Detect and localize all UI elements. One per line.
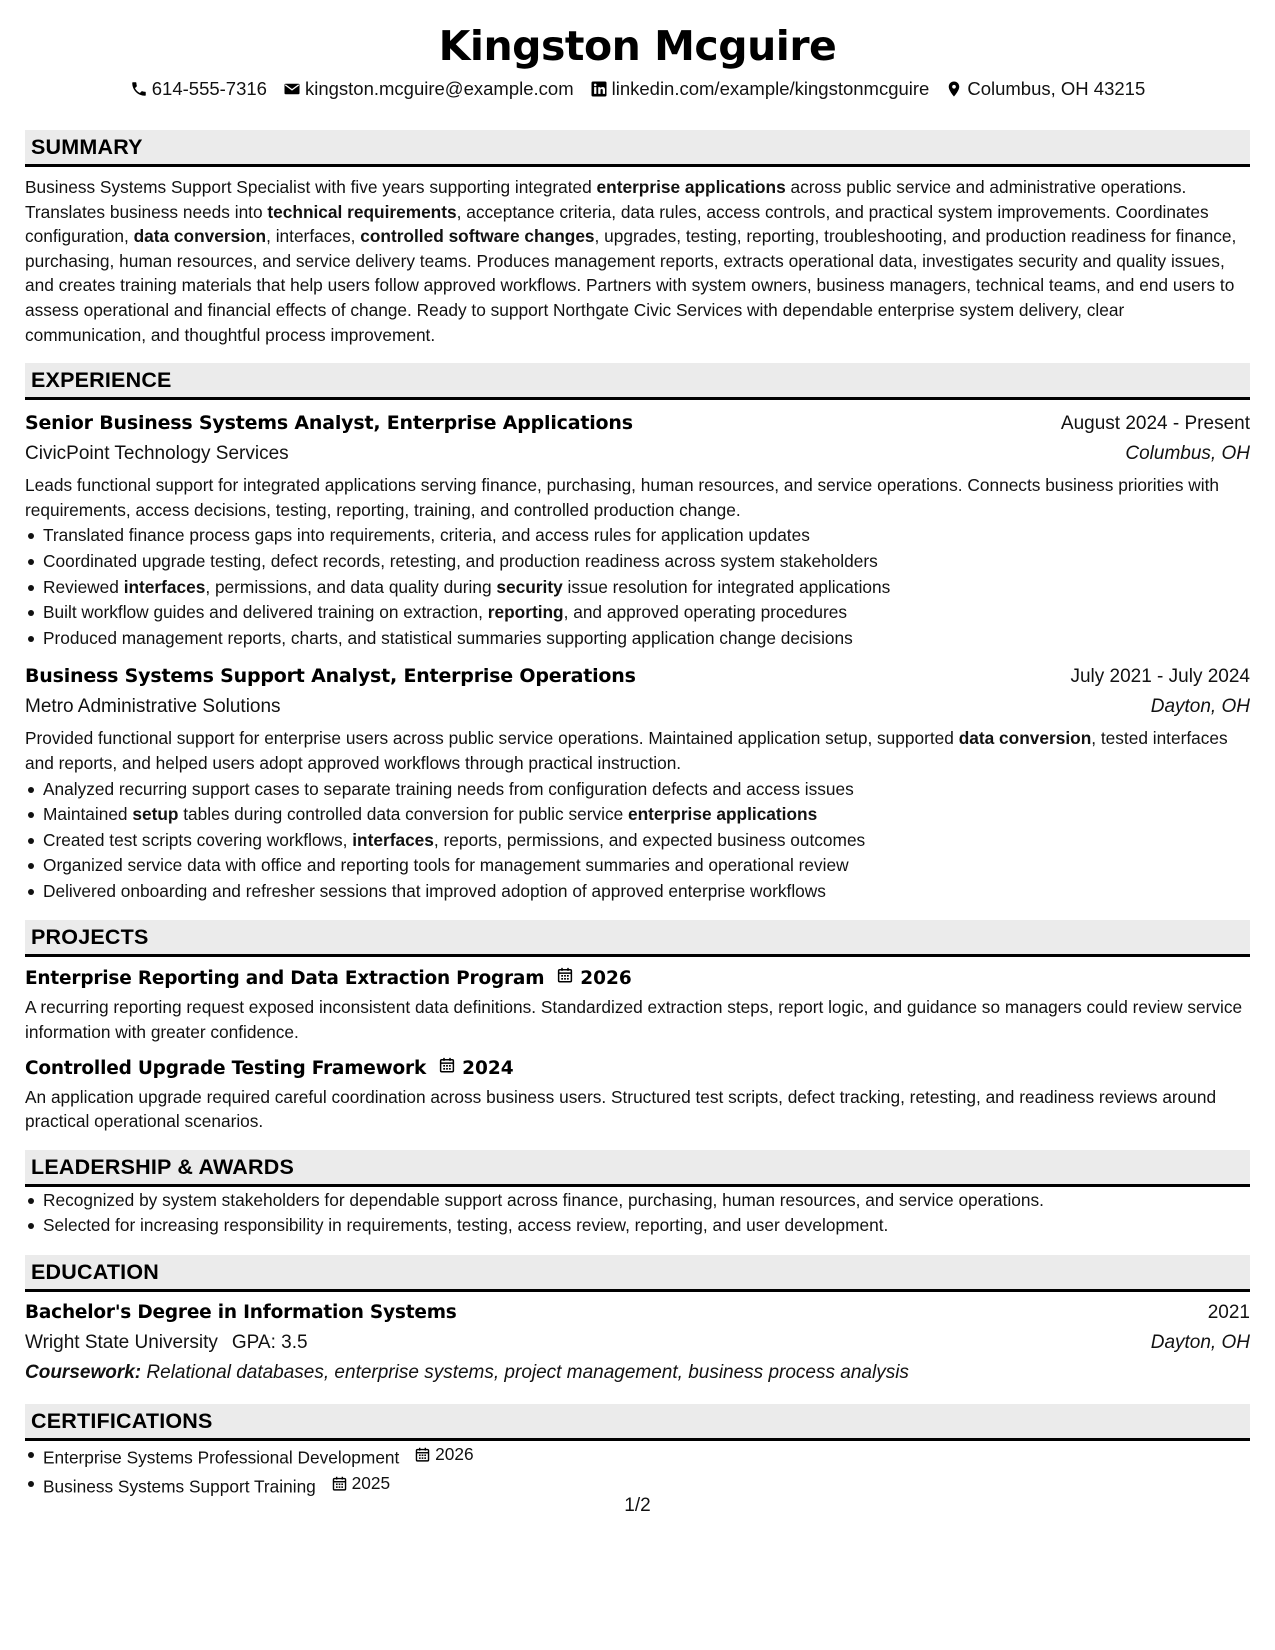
summary-part: , upgrades, testing, reporting, troubleshooting, and production readiness for finance, purchasing, human resources, and service delivery teams. Produces management reports, extracts operational data, investigates security and quality issues, and creates training materials that help users follow approved workflows. Partners with system owners, business managers, technical teams, and end users to assess operational and financial effects of change. Ready to support Northgate Civic Services with dependable enterprise system delivery, clear communication, and thoughtful process improvement. [25, 226, 1237, 345]
linkedin-icon [590, 80, 608, 98]
bullet-part: Maintained [43, 804, 133, 825]
bullet-keyword: interfaces [123, 576, 206, 597]
coursework-label: Coursework: [25, 1362, 142, 1384]
project-header [25, 965, 1250, 993]
job-title: Senior Business Systems Analyst, Enterprise Applications [25, 412, 633, 435]
bullet-part: Built workflow guides and delivered training on extraction, [43, 602, 488, 623]
project-year: 2026 [580, 968, 632, 990]
bullet-part: Reviewed [43, 576, 124, 597]
certification-year: 2026 [435, 1444, 474, 1465]
education-subheader [25, 1328, 1250, 1358]
bullet-keyword: security [496, 576, 563, 597]
list-item: Organized service data with office and reporting tools for management summaries and operational review [43, 853, 1250, 879]
list-item [43, 600, 1250, 626]
resume-page [25, 18, 1250, 1618]
list-item [43, 802, 1250, 828]
bullet-part: issue resolution for integrated applications [562, 576, 891, 597]
bullet-keyword: interfaces [352, 829, 434, 850]
list-item [43, 575, 1250, 601]
list-item [43, 1442, 1250, 1471]
bullet-part: , and approved operating procedures [563, 602, 848, 623]
project-date [556, 965, 632, 993]
school-location: Dayton, OH [1150, 1332, 1250, 1354]
list-item: Produced management reports, charts, and statistical summaries supporting application change decisions [43, 626, 1250, 652]
contact-linkedin[interactable] [590, 76, 930, 102]
project-title: Enterprise Reporting and Data Extraction Program [25, 968, 545, 990]
job-description [25, 726, 1250, 775]
summary-part: across public service and administrative operations. Translates business needs into [25, 177, 1187, 222]
summary-part: , acceptance criteria, data rules, access controls, and practical system improvements. Coordinates configuration, [25, 201, 1209, 247]
job-company: CivicPoint Technology Services [25, 443, 289, 465]
linkedin-link[interactable]: linkedin.com/example/kingstonmcguire [611, 78, 930, 99]
certification-name: Enterprise Systems Professional Development [43, 1447, 400, 1468]
job-dates: August 2024 - Present [1060, 413, 1250, 435]
description-keyword: data conversion [958, 728, 1092, 749]
project-entry [25, 1055, 1250, 1134]
list-item: Translated finance process gaps into requirements, criteria, and access rules for application updates [43, 523, 1250, 549]
project-header [25, 1055, 1250, 1083]
phone-number: 614-555-7316 [151, 78, 267, 99]
summary-part: , interfaces, [266, 226, 361, 247]
project-title: Controlled Upgrade Testing Framework [25, 1057, 427, 1079]
experience-entry [25, 661, 1250, 904]
description-part: Provided functional support for enterprise users across public service operations. Maintained application setup, supported [25, 728, 959, 749]
section-heading-certifications: CERTIFICATIONS [25, 1404, 1250, 1441]
contact-phone [130, 76, 267, 102]
leadership-list [25, 1188, 1250, 1239]
summary-keyword: technical requirements [267, 201, 457, 222]
job-subheader [25, 439, 1250, 469]
job-description: Leads functional support for integrated applications serving finance, purchasing, human resources, and service operations. Connects business priorities with requirements, access decisions, testing, reporting, training, and controlled production change. [25, 475, 1220, 520]
project-entry [25, 965, 1250, 1044]
section-heading-leadership: LEADERSHIP & AWARDS [25, 1150, 1250, 1187]
email-link[interactable]: kingston.mcguire@example.com [304, 78, 574, 99]
job-location: Dayton, OH [1150, 696, 1250, 718]
list-item: Delivered onboarding and refresher sessions that improved adoption of approved enterprise workflows [43, 879, 1250, 905]
map-pin-icon [945, 80, 963, 98]
school [25, 1328, 308, 1358]
calendar-icon [438, 1055, 456, 1083]
job-company: Metro Administrative Solutions [25, 696, 281, 718]
calendar-icon [556, 965, 574, 993]
list-item: Analyzed recurring support cases to separate training needs from configuration defects and access issues [43, 777, 1250, 803]
candidate-name: Kingston Mcguire [438, 22, 837, 70]
bullet-part: tables during controlled data conversion for public service [178, 804, 628, 825]
list-item: Coordinated upgrade testing, defect records, retesting, and production readiness across system stakeholders [43, 549, 1250, 575]
summary-keyword: enterprise applications [596, 177, 786, 197]
job-location: Columbus, OH [1125, 443, 1250, 465]
project-description: A recurring reporting request exposed inconsistent data definitions. Standardized extraction steps, report logic, and guidance so managers could review service information with greater confidence. [25, 997, 1243, 1043]
coursework [25, 1358, 1250, 1388]
section-heading-education: EDUCATION [25, 1255, 1250, 1292]
section-heading-experience: EXPERIENCE [25, 363, 1250, 400]
gpa: GPA: 3.5 [231, 1332, 308, 1354]
bullet-keyword: setup [132, 804, 179, 825]
job-subheader [25, 692, 1250, 722]
list-item: Selected for increasing responsibility in requirements, testing, access review, reporting, and user development. [43, 1213, 1250, 1239]
coursework-text: Relational databases, enterprise systems, project management, business process analysis [141, 1362, 909, 1384]
education-header [25, 1298, 1250, 1328]
bullet-keyword: reporting [487, 602, 564, 623]
summary-keyword: data conversion [133, 226, 267, 247]
contact-email[interactable] [283, 76, 574, 102]
list-item: Recognized by system stakeholders for dependable support across finance, purchasing, human resources, and service operations. [43, 1188, 1250, 1214]
contact-bar [25, 76, 1250, 102]
job-dates: July 2021 - July 2024 [1070, 666, 1250, 688]
calendar-icon [414, 1446, 431, 1463]
list-item [43, 828, 1250, 854]
bullet-part: , reports, permissions, and expected business outcomes [433, 829, 866, 850]
certification-date [331, 1471, 390, 1497]
phone-icon [130, 80, 148, 98]
school-name: Wright State University [25, 1332, 218, 1354]
bullet-part: , permissions, and data quality during [205, 576, 497, 597]
job-header [25, 661, 1250, 692]
bullet-part: Created test scripts covering workflows, [43, 829, 353, 850]
contact-location [945, 76, 1145, 102]
envelope-icon [283, 80, 301, 98]
education-entry [25, 1298, 1250, 1388]
job-bullets [25, 523, 1250, 651]
degree-title: Bachelor's Degree in Information Systems [25, 1302, 457, 1324]
project-year: 2024 [462, 1057, 514, 1079]
page-number: 1/2 [624, 1495, 651, 1516]
project-date [438, 1055, 514, 1083]
job-title: Business Systems Support Analyst, Enterprise Operations [25, 665, 636, 688]
bullet-keyword: enterprise applications [628, 804, 818, 825]
job-bullets [25, 777, 1250, 905]
certification-year: 2025 [351, 1472, 391, 1493]
section-heading-summary: SUMMARY [25, 130, 1250, 167]
calendar-icon [331, 1475, 348, 1492]
section-heading-projects: PROJECTS [25, 920, 1250, 957]
certification-date [414, 1442, 473, 1468]
certifications-list [25, 1442, 1250, 1500]
experience-entry [25, 408, 1250, 651]
summary-keyword: controlled software changes [360, 226, 595, 247]
project-description: An application upgrade required careful coordination across business users. Structured test scripts, defect tracking, retesting, and readiness reviews around practical operational scenarios. [25, 1086, 1217, 1132]
location-text: Columbus, OH 43215 [967, 78, 1146, 99]
description-part: , tested interfaces and reports, and helped users adopt approved workflows through practical instruction. [25, 728, 1228, 773]
summary-part: Business Systems Support Specialist with five years supporting integrated [25, 177, 597, 197]
job-header [25, 408, 1250, 439]
graduation-year: 2021 [1207, 1302, 1250, 1324]
certification-name: Business Systems Support Training [43, 1476, 316, 1497]
summary-text [25, 175, 1250, 347]
